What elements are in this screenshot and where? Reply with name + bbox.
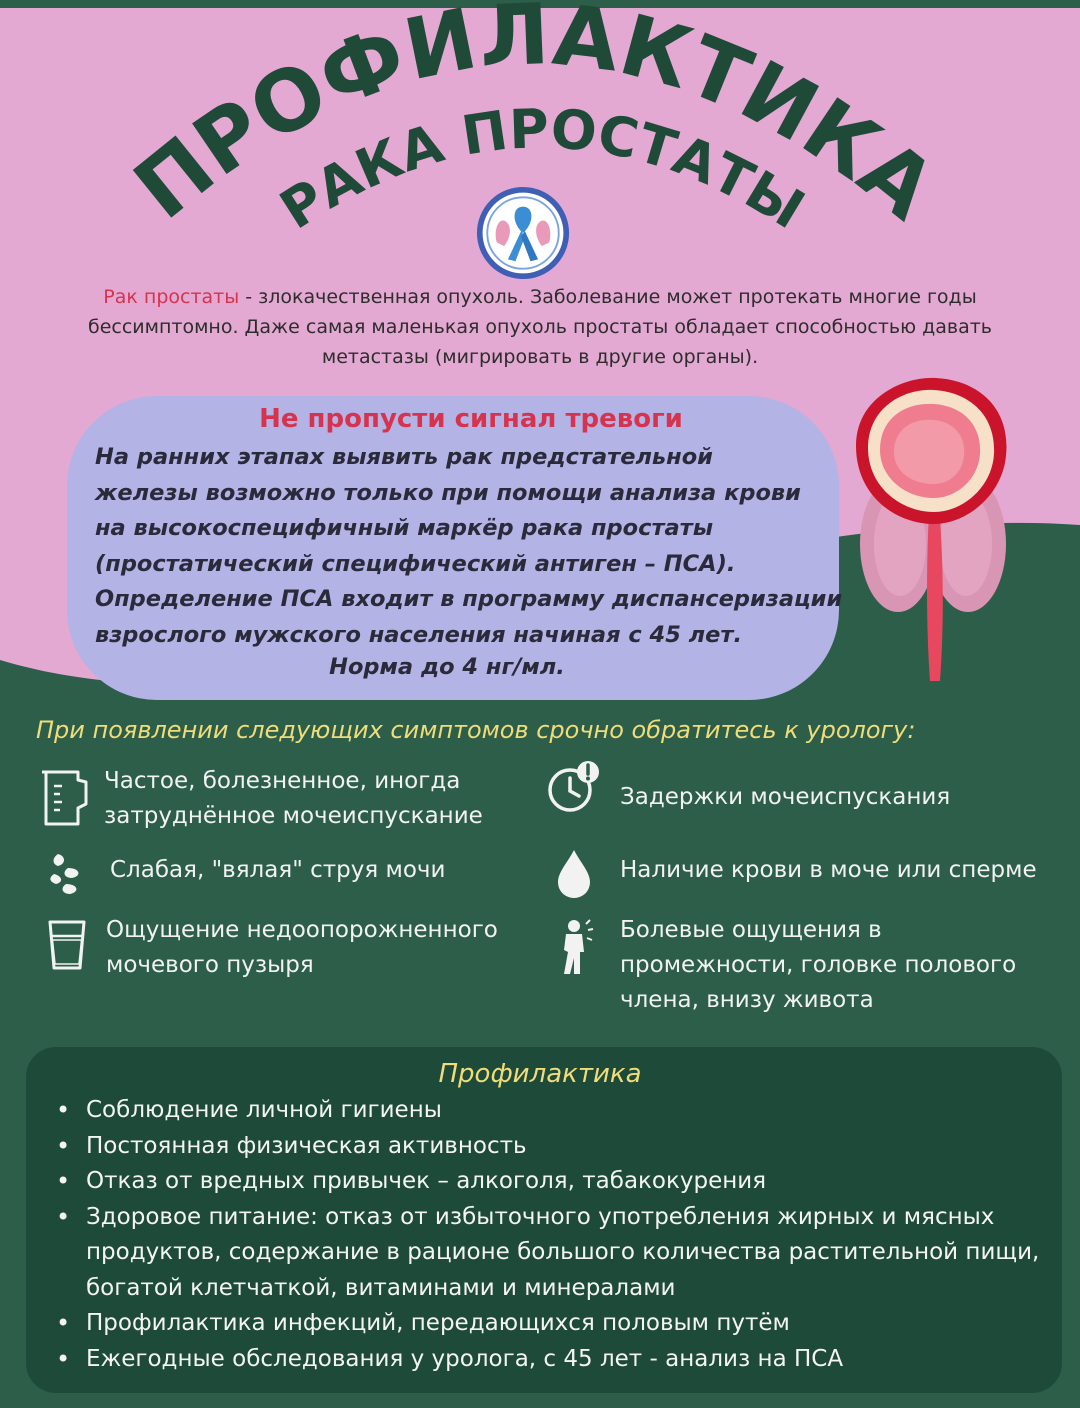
- title-line-2: РАКА ПРОСТАТЫ: [269, 97, 815, 242]
- intro-highlight: Рак простаты: [103, 286, 240, 308]
- symptom-urinary-retention: Задержки мочеиспускания: [620, 784, 951, 810]
- list-item: • Здоровое питание: отказ от избыточного употребления жирных и мясных продуктов, содержание в рационе большого количества растительной пищи, богатой клетчаткой, витаминами и минералами: [56, 1200, 1056, 1307]
- drop-icon: [554, 848, 594, 900]
- symptom-blood: Наличие крови в моче или сперме: [620, 857, 1037, 883]
- list-item: • Профилактика инфекций, передающихся половым путём: [56, 1306, 1056, 1342]
- list-item: • Ежегодные обследования у уролога, с 45 лет - анализ на ПСА: [56, 1342, 1056, 1378]
- prevention-box: [26, 1047, 1062, 1393]
- list-item: • Отказ от вредных привычек – алкоголя, табакокурения: [56, 1164, 1056, 1200]
- list-item: • Соблюдение личной гигиены: [56, 1093, 1056, 1129]
- intro-text: - злокачественная опухоль. Заболевание может протекать многие годы бессимптомно. Даже самая маленькая опухоль простаты обладает способностью давать метастазы (мигрировать в другие органы).: [87, 286, 993, 368]
- symptoms-heading: При появлении следующих симптомов срочно обратитесь к урологу:: [36, 716, 916, 744]
- prevention-list: [56, 1093, 1056, 1377]
- symptom-incomplete-emptying: Ощущение недоопорожненного мочевого пузыря: [106, 917, 498, 978]
- drops-icon: [46, 850, 86, 896]
- title-line-1: ПРОФИЛАКТИКА: [116, 0, 954, 239]
- pain-person-icon: [558, 918, 594, 976]
- list-item: • Постоянная физическая активность: [56, 1129, 1056, 1165]
- intro-paragraph: [40, 282, 1040, 372]
- measuring-cup-icon: [38, 768, 90, 828]
- symptom-weak-stream: Слабая, "вялая" струя мочи: [110, 857, 446, 883]
- glass-icon: [46, 918, 88, 972]
- symptom-pain: Болевые ощущения в промежности, головке полового члена, внизу живота: [620, 917, 1017, 1013]
- prostate-illustration: [846, 376, 1016, 688]
- awareness-ribbon-icon: [476, 186, 570, 280]
- alert-box: [67, 396, 843, 700]
- prevention-title: Профилактика: [438, 1059, 642, 1089]
- alert-text: На ранних этапах выявить рак предстательной железы возможно только при помощи анализа крови на высокоспецифичный маркёр рака простаты (простатический специфический антиген – ПСА). Определение ПСА входит в программу диспансеризации взрослого мужского населения начиная с 45 лет.: [95, 444, 843, 648]
- symptom-frequent-urination: Частое, болезненное, иногда затруднённое мочеиспускание: [104, 768, 483, 829]
- clock-alert-icon: [546, 760, 602, 814]
- alert-norm: Норма до 4 нг/мл.: [329, 654, 565, 680]
- alert-title: Не пропусти сигнал тревоги: [259, 404, 683, 434]
